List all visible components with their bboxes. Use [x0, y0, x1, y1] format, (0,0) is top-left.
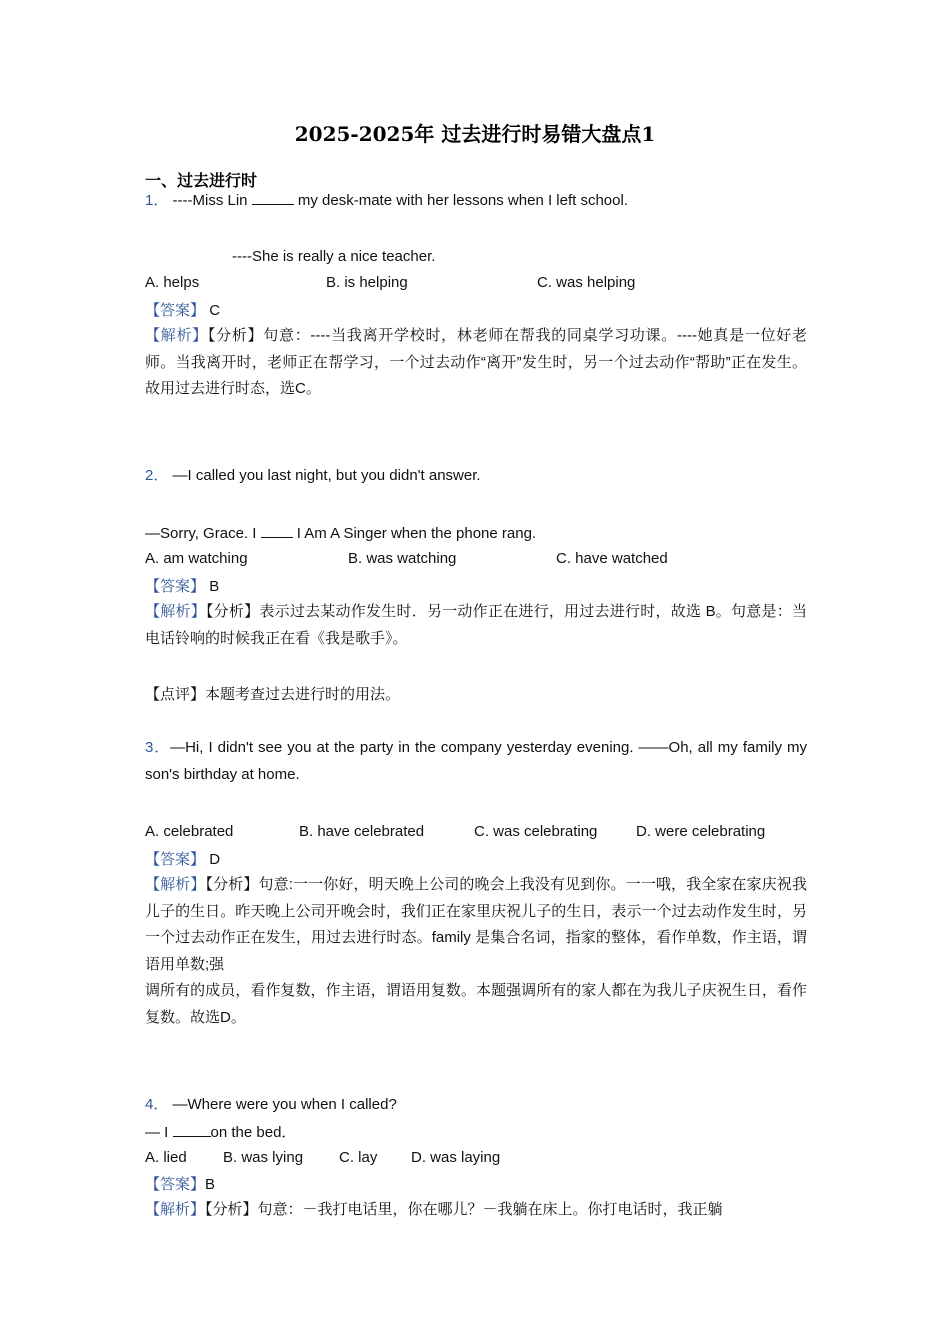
option-b: B. is helping	[326, 274, 408, 291]
answer-tag: 【答案】	[145, 1176, 206, 1193]
question-1-stem: 1． ----Miss Lin my desk-mate with her lessons when I left school.	[145, 192, 628, 209]
answer-blank	[173, 1122, 211, 1137]
comment-line: 【点评】本题考查过去进行时的用法。	[145, 686, 401, 703]
analysis-paragraph-continued: 调所有的成员，看作复数，作主语，谓语用复数。本题强调所有的家人都在为我儿子庆祝生日，看作复数。故选D。	[145, 982, 807, 1026]
answer-value: B	[209, 578, 220, 595]
analysis-paragraph: 【解析】【分析】句意：----当我离开学校时，林老师在帮我的同桌学习功课。----她真是一位好老师。当我离开时，老师正在帮学习，一个过去动作“离开”发生时，另一个过去动作“帮助”正在发生。故用过去进行时态，选C。	[145, 327, 807, 397]
analysis-tag: 【解析】	[145, 327, 208, 344]
option-a: A. helps	[145, 274, 200, 291]
section-heading: 一、过去进行时	[145, 173, 258, 190]
analysis-tag: 【解析】	[145, 876, 206, 893]
question-4-stem: 4． —Where were you when I called?	[145, 1096, 397, 1113]
answer-tag: 【答案】	[145, 851, 206, 868]
analysis-paragraph: 【解析】【分析】句意:一一你好，明天晚上公司的晚会上我没有见到你。一一哦，我全家在家庆祝我儿子的生日。昨天晚上公司开晚会时，我们正在家里庆祝儿子的生日，表示一个过去动作发生时，另一个过去动作正在发生，用过去进行时态。family 是集合名词，指家的整体，看作单数，作主语，谓语用单数;强	[145, 876, 807, 973]
answer-tag: 【答案】	[145, 302, 206, 319]
answer-line	[145, 577, 219, 597]
option-c: C. was celebrating	[474, 823, 598, 840]
option-b: B. have celebrated	[299, 823, 425, 840]
question-4-reply: — I on the bed．	[145, 1124, 297, 1141]
answer-line	[145, 301, 220, 321]
option-b: B. was watching	[348, 550, 457, 567]
document-title: 2025-2025年 过去进行时易错大盘点1	[294, 122, 656, 146]
answer-value: D	[209, 851, 221, 868]
answer-tag: 【答案】	[145, 578, 206, 595]
question-number: 2．	[145, 467, 169, 484]
analysis-paragraph: 【解析】【分析】表示过去某动作发生时．另一动作正在进行，用过去进行时，故选 B。句意是：当电话铃响的时候我正在看《我是歌手》。	[145, 603, 807, 647]
option-b: B. was lying	[223, 1149, 304, 1166]
analysis-tag: 【解析】	[145, 603, 206, 620]
analysis-paragraph: 【解析】【分析】句意：－我打电话里，你在哪儿？－我躺在床上。你打电话时，我正躺	[145, 1201, 723, 1218]
option-c: C. was helping	[537, 274, 636, 291]
answer-value: B	[205, 1176, 216, 1193]
option-a: A. lied	[145, 1149, 187, 1166]
question-3-stem: 3．—Hi, I didn't see you at the party in the company yesterday evening. ——Oh, all my family my son's birthday at home.	[145, 739, 808, 783]
question-1-reply: ----She is really a nice teacher.	[232, 248, 436, 265]
question-number: 1．	[145, 192, 169, 209]
answer-line	[145, 1175, 215, 1195]
option-d: D. were celebrating	[636, 823, 766, 840]
option-c: C. lay	[339, 1149, 378, 1166]
analysis-tag: 【解析】	[145, 1201, 206, 1218]
option-d: D. was laying	[411, 1149, 501, 1166]
question-number: 4．	[145, 1096, 169, 1113]
option-a: A. am watching	[145, 550, 248, 567]
answer-blank	[252, 190, 294, 205]
option-c: C. have watched	[556, 550, 668, 567]
answer-blank	[261, 523, 293, 538]
question-2-reply: —Sorry, Grace. I I Am A Singer when the phone rang.	[145, 525, 537, 542]
option-a: A. celebrated	[145, 823, 234, 840]
question-number: 3．	[145, 739, 171, 756]
answer-value: C	[209, 302, 221, 319]
question-2-stem: 2． —I called you last night, but you didn't answer.	[145, 467, 481, 484]
answer-line	[145, 850, 220, 870]
